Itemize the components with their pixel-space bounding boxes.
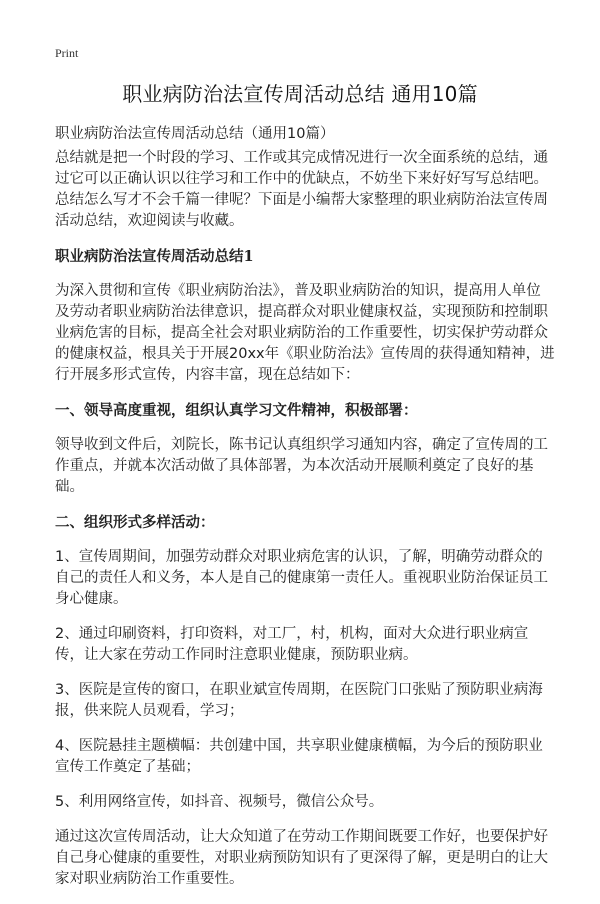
- section-title: 职业病防治法宣传周活动总结1: [55, 248, 254, 265]
- list-item: 5、利用网络宣传，如抖音、视频号，微信公众号。: [55, 794, 384, 810]
- intro-paragraph: 总结就是把一个时段的学习、工作或其完成情况进行一次全面系统的总结，通过它可以正确认识以往学习和工作中的优缺点，不妨坐下来好好写写总结吧。总结怎么写才不会千篇一律呢？下面是小编帮大家整理的职业病防治法宣传周活动总结，欢迎阅读与收藏。: [55, 150, 548, 229]
- print-label: Print: [55, 46, 79, 60]
- heading-1: 一、领导高度重视，组织认真学习文件精神，积极部署：: [55, 402, 418, 419]
- paragraph-1: 领导收到文件后，刘院长，陈书记认真组织学习通知内容，确定了宣传周的工作重点，并就本次活动做了具体部署，为本次活动开展顺利奠定了良好的基础。: [55, 437, 548, 495]
- list-item: 3、医院是宣传的窗口，在职业斌宣传周期，在医院门口张贴了预防职业病海报，供来院人员观看，学习；: [55, 682, 543, 719]
- document-body: [55, 148, 555, 904]
- document-subtitle: 职业病防治法宣传周活动总结（通用10篇）: [55, 126, 335, 142]
- list-item: 4、医院悬挂主题横幅：共创建中国，共享职业健康横幅，为今后的预防职业宣传工作奠定了基础；: [55, 738, 543, 775]
- document-title: 职业病防治法宣传周活动总结 通用10篇: [122, 82, 478, 106]
- heading-2: 二、组织形式多样活动：: [55, 514, 215, 531]
- section-intro-paragraph: 为深入贯彻和宣传《职业病防治法》，普及职业病防治的知识，提高用人单位及劳动者职业病防治法律意识，提高群众对职业健康权益，实现预防和控制职业病危害的目标，提高全社会对职业病防治的工作重要性，切实保护劳动群众的健康权益，根具关于开展20xx年《职业防治法》宣传周的获得通知精神，进行开展多形式宣传，内容丰富，现在总结如下：: [55, 283, 555, 383]
- conclusion-paragraph: 通过这次宣传周活动，让大众知道了在劳动工作期间既要工作好，也要保护好自己身心健康的重要性，对职业病预防知识有了更深得了解，更是明白的让大家对职业病防治工作重要性。: [55, 829, 548, 887]
- list-item: 1、宣传周期间，加强劳动群众对职业病危害的认识，了解，明确劳动群众的自己的责任人和义务，本人是自己的健康第一责任人。重视职业防治保证员工身心健康。: [55, 549, 548, 607]
- list-item: 2、通过印刷资料，打印资料，对工厂，村，机构，面对大众进行职业病宣传，让大家在劳动工作同时注意职业健康，预防职业病。: [55, 626, 529, 663]
